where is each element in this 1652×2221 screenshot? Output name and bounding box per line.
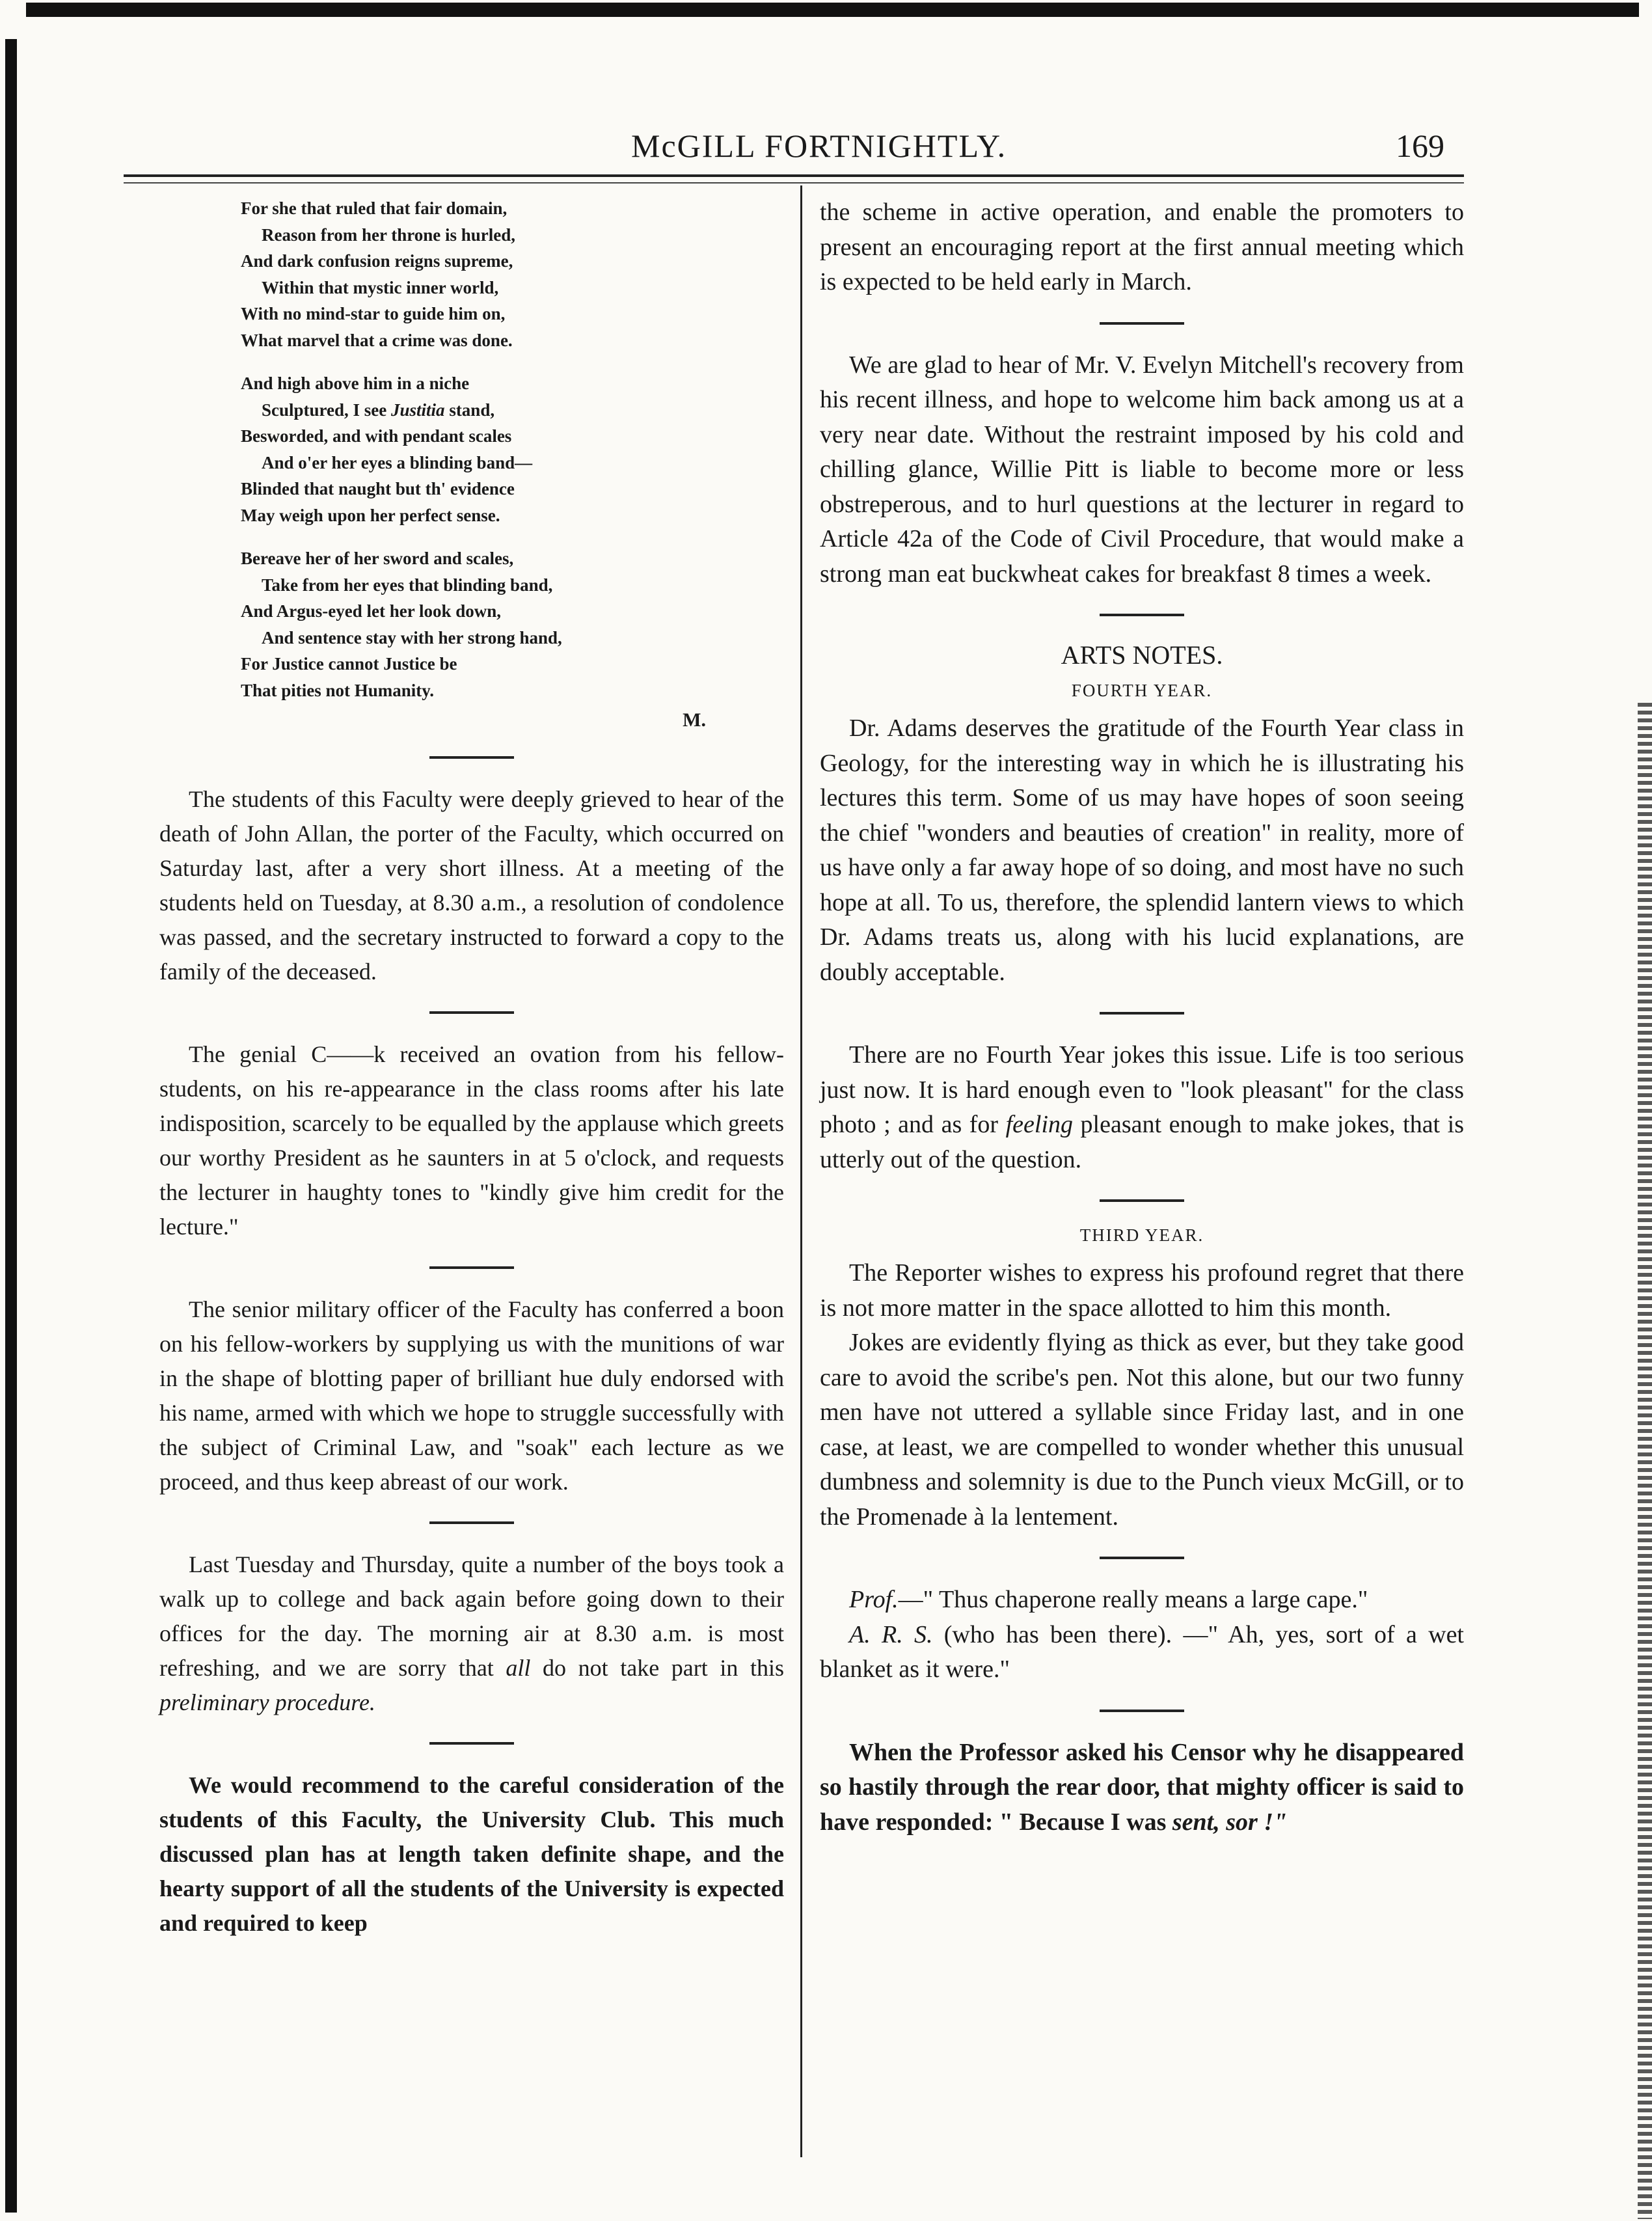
poem-line: And Argus-eyed let her look down, xyxy=(241,601,502,621)
poem-line: And sentence stay with her strong hand, xyxy=(262,627,562,647)
emphasis: preliminary procedure. xyxy=(159,1689,375,1715)
separator-rule xyxy=(429,1266,514,1269)
poem-italic-word: Justitia xyxy=(391,400,445,420)
paragraph: We are glad to hear of Mr. V. Evelyn Mitchell's recovery from his recent illness, and hope to welcome him back among us at a very near date. Without the restraint imposed by his cold and chilling glance, Willie Pitt is liable to become more or less obstreperous, and to hurl questions at the lecturer in regard to Article 42a of the Code of Civil Procedure, that would make a strong man eat buckwheat cakes for breakfast 8 times a week. xyxy=(820,351,1464,588)
separator-rule xyxy=(1100,1012,1184,1015)
poem-signature: M. xyxy=(683,709,706,731)
poem-line: For she that ruled that fair domain, xyxy=(241,198,508,218)
poem-line: For Justice cannot Justice be xyxy=(241,654,457,674)
poem-line: With no mind-star to guide him on, xyxy=(241,304,506,323)
poem-line: Bereave her of her sword and scales, xyxy=(241,549,514,568)
poem-line-start: Sculptured, I see xyxy=(262,400,392,420)
poem-line: And high above him in a niche xyxy=(241,374,470,393)
paragraph: the scheme in active operation, and enable the promoters to present an encouraging report at the first annual meeting which is expected to be held early in March. xyxy=(820,198,1464,295)
section-title: ARTS NOTES. xyxy=(1061,640,1223,670)
dialogue-text: —" Thus chaperone really means a large cape." xyxy=(898,1586,1368,1613)
header-rule xyxy=(124,174,1464,177)
paragraph-text: There are no Fourth Year jokes this issue. Life is too serious just now. It is hard enough even to "look pleasant" for the class photo ; and as for xyxy=(820,1041,1464,1138)
paragraph-text: Last Tuesday and Thursday, quite a number of the boys took a walk up to college and back again before going down to their offices for the day. The morning air at 8.30 a.m. is most refreshing, and we are sorry that xyxy=(159,1551,784,1681)
poem-line: What marvel that a crime was done. xyxy=(241,330,513,350)
separator-rule xyxy=(1100,1710,1184,1712)
paragraph xyxy=(159,1547,784,1720)
paragraph: Dr. Adams deserves the gratitude of the Fourth Year class in Geology, for the interesting way in which he is illustrating his lectures this term. Some of us may have hopes of soon seeing the chief "wonders and beauties of creation" in reality, more of us have only a far away hope of so doing, and most have no such hope at all. To us, therefore, the splendid lantern views to which Dr. Adams treats us, along with his lucid explanations, are doubly acceptable. xyxy=(820,715,1464,986)
emphasis: sent, sor !" xyxy=(1172,1808,1288,1836)
emphasis: feeling xyxy=(1005,1111,1074,1138)
poem-line: And o'er her eyes a blinding band— xyxy=(262,452,533,472)
separator-rule xyxy=(1100,1199,1184,1202)
header-rule-thin xyxy=(124,182,1464,184)
separator-rule xyxy=(1100,614,1184,616)
paragraph-text: When the Professor asked his Censor why he disappeared so hastily through the rear door, that mighty officer is said to have responded: " Because I was xyxy=(820,1738,1464,1836)
page-number: 169 xyxy=(1396,128,1444,164)
poem xyxy=(241,195,784,734)
paragraph-text: pleasant enough to make jokes, that is utterly out of the question. xyxy=(820,1111,1464,1173)
separator-rule xyxy=(1100,1557,1184,1559)
page-top-edge xyxy=(26,3,1639,17)
poem-line xyxy=(241,397,784,424)
poem-line: Reason from her throne is hurled, xyxy=(262,225,516,245)
binding-edge xyxy=(5,39,17,2213)
poem-line: And dark confusion reigns supreme, xyxy=(241,251,513,271)
separator-rule xyxy=(1100,322,1184,325)
paragraph: The students of this Faculty were deeply grieved to hear of the death of John Allan, the porter of the Faculty, which occurred on Saturday last, after a very short illness. At a meeting of the students held on Tuesday, at 8.30 a.m., a resolution of condolence was passed, and the secretary instructed to forward a copy to the family of the deceased. xyxy=(159,785,784,985)
subheading-third-year: THIRD YEAR. xyxy=(1079,1225,1204,1245)
poem-stanza-1 xyxy=(241,195,784,353)
paragraph: The Reporter wishes to express his profound regret that there is not more matter in the space allotted to him this month. xyxy=(820,1259,1464,1322)
dialogue-line xyxy=(820,1618,1464,1687)
poem-line-end: stand, xyxy=(444,400,495,420)
page-header xyxy=(124,127,1464,166)
dialogue-line xyxy=(820,1583,1464,1618)
poem-line: Blinded that naught but th' evidence xyxy=(241,479,515,498)
emphasis: all xyxy=(506,1654,531,1681)
separator-rule xyxy=(429,756,514,759)
running-head: McGILL FORTNIGHTLY. xyxy=(631,128,1007,164)
speaker: A. R. S. xyxy=(849,1620,933,1648)
paragraph xyxy=(820,1038,1464,1177)
poem-line: Besworded, and with pendant scales xyxy=(241,426,512,446)
poem-line: Within that mystic inner world, xyxy=(262,277,499,297)
column-divider xyxy=(800,185,802,2157)
separator-rule xyxy=(429,1742,514,1745)
paragraph-text: do not take part in this xyxy=(530,1654,784,1681)
poem-stanza-3 xyxy=(241,545,784,703)
paragraph: The senior military officer of the Faculty has conferred a boon on his fellow-workers by supplying us with the munitions of war in the shape of blotting paper of brilliant hue duly endorsed with his name, armed with which we hope to struggle successfully with the subject of Criminal Law, and "soak" each lecture as we proceed, and thus keep abreast of our work. xyxy=(159,1296,784,1495)
separator-rule xyxy=(429,1521,514,1524)
paragraph: Jokes are evidently flying as thick as ever, but they take good care to avoid the scribe's pen. Not this alone, but our two funny men have not uttered a syllable since Friday last, and in one case, at least, we are compelled to wonder whether this unusual dumbness and solemnity is due to the Punch vieux McGill, or to the Promenade à la lentement. xyxy=(820,1329,1464,1531)
poem-line: That pities not Humanity. xyxy=(241,680,435,700)
poem-stanza-2 xyxy=(241,370,784,528)
paragraph: The genial C——k received an ovation from his fellow-students, on his re-appearance in the class rooms after his late indisposition, scarcely to be equalled by the applause which greets our worthy President as he saunters in at 5 o'clock, and requests the lecturer in haughty tones to "kindly give him credit for the lecture." xyxy=(159,1041,784,1240)
left-column xyxy=(159,195,784,1941)
poem-line: May weigh upon her perfect sense. xyxy=(241,505,500,525)
subheading-fourth-year: FOURTH YEAR. xyxy=(1071,681,1213,700)
right-column xyxy=(820,195,1464,1840)
paragraph xyxy=(820,1736,1464,1840)
paragraph: We would recommend to the careful consideration of the students of this Faculty, the University Club. This much discussed plan has at length taken definite shape, and the hearty support of all the students of the University is expected and required to keep xyxy=(159,1771,784,1936)
separator-rule xyxy=(429,1011,514,1014)
speaker: Prof. xyxy=(849,1586,899,1613)
poem-line: Take from her eyes that blinding band, xyxy=(262,575,553,595)
dialogue-text: (who has been there). —" Ah, yes, sort of a wet blanket as it were." xyxy=(820,1620,1464,1683)
page-right-edge xyxy=(1638,703,1652,2219)
